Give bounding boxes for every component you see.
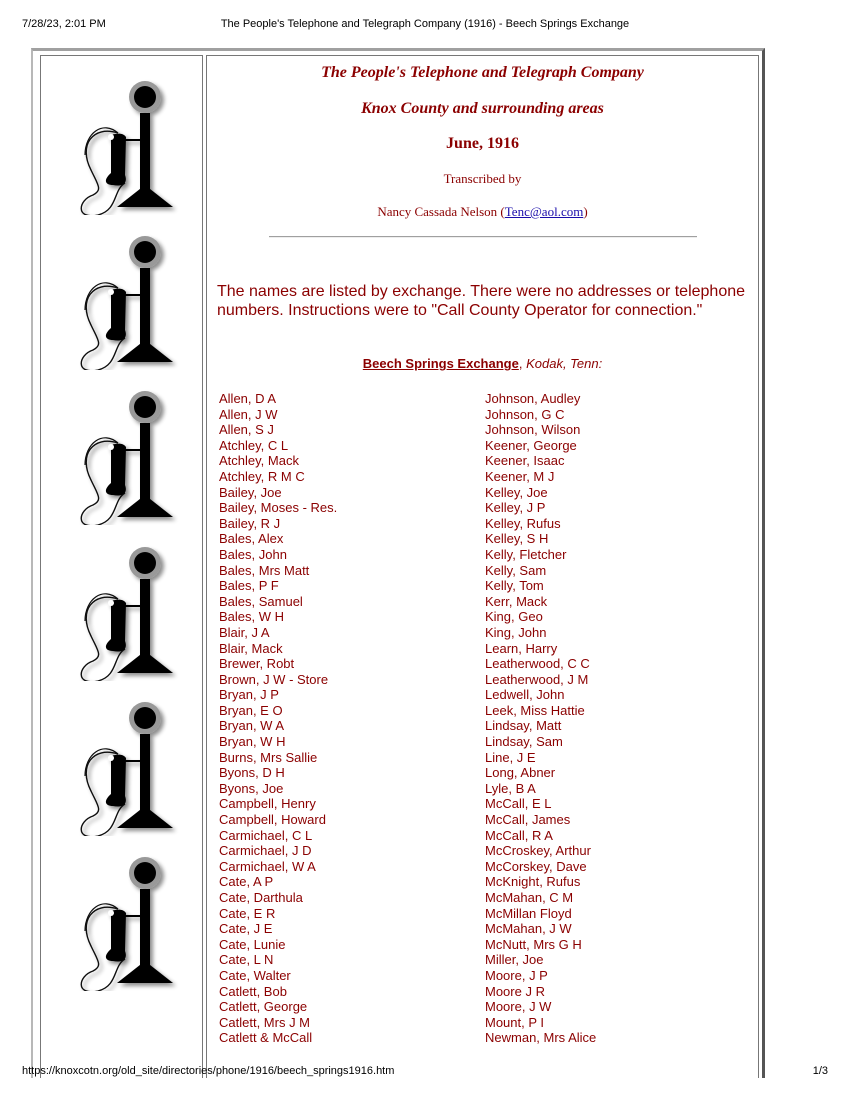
paren-open: ( [500,204,505,219]
list-item: Mount, P I [485,1014,545,1030]
list-item: Brown, J W - Store [219,671,329,687]
list-item: Bales, Mrs Matt [219,562,310,578]
list-item: Johnson, G C [485,406,565,422]
list-item: Bryan, W A [219,718,285,734]
list-item: Miller, Joe [485,952,544,968]
list-item: Bryan, W H [219,734,286,750]
list-item: McMahan, C M [485,890,574,905]
list-item: Leek, Miss Hattie [485,702,585,718]
list-item: Catlett, Bob [219,983,287,999]
print-page-title: The People's Telephone and Telegraph Company (1916) - Beech Springs Exchange [220,18,630,30]
list-item: Lindsay, Matt [485,718,562,734]
transcribed-by-label: Transcribed by [443,171,522,186]
list-item: Blair, J A [219,624,270,640]
list-item: Bales, P F [219,578,279,594]
list-item: Kelly, Sam [485,562,547,578]
list-item: Johnson, Wilson [485,422,581,438]
list-item: Campbell, Howard [219,812,326,828]
list-item: Kerr, Mack [485,593,548,609]
list-item: Allen, J W [219,406,278,422]
list-item: Atchley, Mack [219,453,299,469]
names-column-2 [485,391,596,1046]
list-item: Kelley, Rufus [485,515,561,531]
list-item: Cate, A P [219,874,274,890]
print-url: https://knoxcotn.org/old_site/directories/phone/1916/beech_springs1916.htm [22,1065,395,1077]
print-page-number: 1/3 [812,1065,828,1077]
list-item: Carmichael, J D [219,843,312,859]
list-item: Blair, Mack [219,640,283,656]
list-item: Atchley, C L [219,437,289,453]
list-item: Long, Abner [485,765,556,781]
list-item: Cate, Lunie [219,936,286,952]
list-item: McCroskey, Arthur [485,843,591,859]
list-item: McNutt, Mrs G H [485,936,582,952]
candlestick-telephone-icon [73,851,185,991]
list-item: McMahan, J W [485,921,572,937]
names-column-1 [219,391,337,1046]
list-item: Ledwell, John [485,687,565,703]
exchange-location: Kodak, Tenn: [526,356,603,371]
page-date: June, 1916 [446,135,519,152]
list-item: Bailey, Moses - Res. [219,500,338,516]
list-item: Learn, Harry [485,640,558,656]
list-item: Leatherwood, C C [485,656,590,672]
list-item: Kelley, S H [485,531,549,547]
list-item: McCall, R A [485,827,553,843]
list-item: Kelley, Joe [485,484,548,500]
list-item: Cate, Darthula [219,890,303,905]
list-item: Bales, W H [219,609,285,625]
exchange-separator: , [518,356,527,371]
list-item: Keener, Isaac [485,453,565,469]
list-item: Allen, S J [219,422,274,438]
list-item: Campbell, Henry [219,796,316,812]
list-item: McCall, E L [485,796,552,812]
list-item: Atchley, R M C [219,468,305,484]
list-item: Kelly, Fletcher [485,546,567,562]
candlestick-telephone-icon [73,385,185,525]
list-item: Moore, J W [485,999,552,1015]
list-item: Byons, D H [219,765,285,781]
list-item: Catlett & McCall [219,1030,313,1046]
list-item: Line, J E [485,749,536,765]
list-item: Moore, J P [485,967,548,983]
list-item: McMillan Floyd [485,905,572,921]
list-item: Catlett, George [219,999,308,1015]
list-item: Carmichael, C L [219,827,313,843]
exchange-name-link[interactable]: Beech Springs Exchange [362,356,519,371]
print-datetime: 7/28/23, 2:01 PM [22,18,106,30]
transcriber-line [206,204,759,220]
list-item: Kelly, Tom [485,578,544,594]
list-item: Bales, Samuel [219,593,303,609]
list-item: Cate, J E [219,921,273,937]
list-item: Brewer, Robt [219,656,295,672]
list-item: Cate, E R [219,905,276,921]
print-footer [0,1065,850,1081]
list-item: Bryan, E O [219,702,283,718]
list-item: Byons, Joe [219,780,284,796]
exchange-heading [206,356,759,371]
list-item: King, John [485,624,547,640]
list-item: Bales, John [219,546,287,562]
list-item: Bailey, Joe [219,484,282,500]
candlestick-telephone-icon [73,75,185,215]
list-item: Keener, M J [485,468,555,484]
list-item: Newman, Mrs Alice [485,1030,597,1046]
print-header [0,18,850,34]
list-item: Bailey, R J [219,515,281,531]
list-item: Johnson, Audley [485,391,581,406]
list-item: McCorskey, Dave [485,858,587,874]
list-item: Bales, Alex [219,531,284,547]
list-item: Lindsay, Sam [485,734,563,750]
list-item: Kelley, J P [485,500,546,516]
paren-close: ) [583,204,588,219]
list-item: Bryan, J P [219,687,279,703]
list-item: Leatherwood, J M [485,671,589,687]
list-item: Cate, L N [219,952,274,968]
email-link[interactable]: Tenc@aol.com [504,204,584,219]
list-item: Keener, George [485,437,577,453]
page-subtitle: Knox County and surrounding areas [361,100,604,117]
intro-text: The names are listed by exchange. There were no addresses or telephone numbers. Instructions were to "Call County Operator for connection." [217,283,746,319]
list-item: Catlett, Mrs J M [219,1014,311,1030]
list-item: Moore J R [485,983,545,999]
page-title: The People's Telephone and Telegraph Company [321,64,644,81]
list-item: Allen, D A [219,391,277,406]
transcriber-name: Nancy Cassada Nelson [377,204,498,219]
list-item: McCall, James [485,812,571,828]
horizontal-rule [269,236,697,238]
list-item: Cate, Walter [219,967,291,983]
candlestick-telephone-icon [73,541,185,681]
candlestick-telephone-icon [73,696,185,836]
list-item: King, Geo [485,609,543,625]
list-item: Lyle, B A [485,780,536,796]
candlestick-telephone-icon [73,230,185,370]
list-item: McKnight, Rufus [485,874,581,890]
list-item: Carmichael, W A [219,858,316,874]
list-item: Burns, Mrs Sallie [219,749,318,765]
